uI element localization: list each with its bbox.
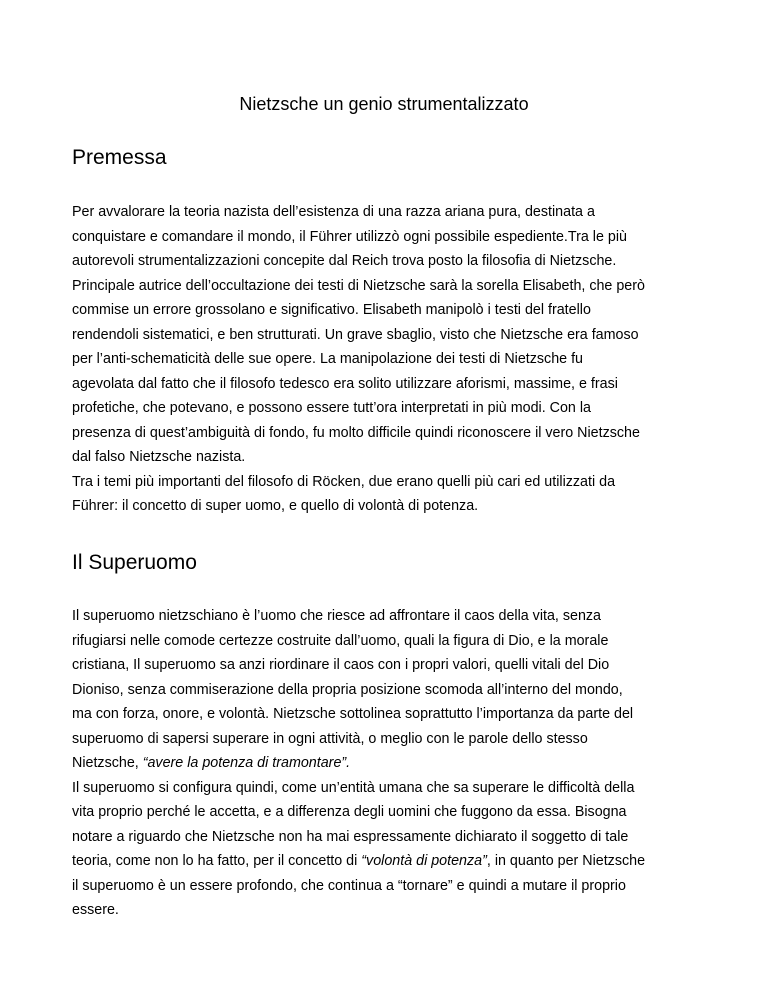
section-body-premessa [72, 200, 702, 519]
text-line [72, 849, 702, 874]
text-line: ma con forza, onore, e volontà. Nietzsche sottolinea soprattutto l’importanza da parte del [72, 706, 634, 722]
text-line: Tra i temi più importanti del filosofo di Röcken, due erano quelli più cari ed utilizzati da [72, 473, 616, 490]
text-line: Per avvalorare la teoria nazista dell’esistenza di una razza ariana pura, destinata a [72, 204, 595, 220]
section-heading-premessa: Premessa [72, 146, 167, 169]
text-line: rifugiarsi nelle comode certezze costruite dall’uomo, quali la figura di Dio, e la morale [72, 632, 609, 649]
text-line: vita proprio perché le accetta, e a differenza degli uomini che fuggono da essa. Bisogna [72, 804, 627, 820]
paragraph [72, 776, 702, 923]
text-line: il superuomo è un essere profondo, che continua a “tornare” e quindi a mutare il proprio [72, 877, 626, 894]
italic-quote: “avere la potenza di tramontare”. [142, 755, 351, 771]
section-body-superuomo [72, 604, 702, 923]
text-fragment: Nietzsche, [72, 755, 143, 771]
text-line: Principale autrice dell’occultazione dei testi di Nietzsche sarà la sorella Elisabeth, che però [72, 277, 645, 294]
paragraph [72, 470, 702, 519]
text-line: notare a riguardo che Nietzsche non ha mai espressamente dichiarato il soggetto di tale [72, 828, 629, 845]
text-line: rendendoli sistematici, e ben strutturati. Un grave sbaglio, visto che Nietzsche era famoso [72, 326, 639, 343]
text-line: dal falso Nietzsche nazista. [72, 449, 246, 465]
text-fragment: , in quanto per Nietzsche [486, 853, 646, 869]
text-line: autorevoli strumentalizzazioni concepite dal Reich trova posto la filosofia di Nietzsche. [72, 253, 617, 269]
section-heading-superuomo: Il Superuomo [72, 551, 197, 574]
text-line: agevolata dal fatto che il filosofo tedesco era solito utilizzare aforismi, massime, e frasi [72, 375, 618, 392]
text-line: essere. [72, 902, 119, 918]
text-line: superuomo di sapersi superare in ogni attività, o meglio con le parole dello stesso [72, 730, 588, 747]
text-line: per l’anti-schematicità delle sue opere. La manipolazione dei testi di Nietzsche fu [72, 351, 583, 367]
italic-quote: “volontà di potenza” [361, 853, 487, 869]
text-line: presenza di quest’ambiguità di fondo, fu molto difficile quindi riconoscere il vero Nietzsche [72, 424, 640, 441]
text-line: cristiana, Il superuomo sa anzi riordinare il caos con i propri valori, quelli vitali del Dio [72, 657, 610, 673]
text-line [72, 751, 702, 776]
text-line: Il superuomo nietzschiano è l’uomo che riesce ad affrontare il caos della vita, senza [72, 608, 602, 624]
text-line: conquistare e comandare il mondo, il Führer utilizzò ogni possibile espediente.Tra le più [72, 228, 627, 245]
paragraph [72, 200, 702, 470]
text-line: commise un errore grossolano e significativo. Elisabeth manipolò i testi del fratello [72, 302, 591, 318]
text-fragment: teoria, come non lo ha fatto, per il concetto di [72, 853, 362, 869]
text-line: Il superuomo si configura quindi, come un’entità umana che sa superare le difficoltà della [72, 779, 635, 796]
paragraph [72, 604, 702, 776]
document-title: Nietzsche un genio strumentalizzato [239, 94, 529, 114]
text-line: Dioniso, senza commiserazione della propria posizione scomoda all’interno del mondo, [72, 681, 623, 698]
text-line: profetiche, che potevano, e possono essere tutt’ora interpretati in più modi. Con la [72, 400, 591, 416]
text-line: Führer: il concetto di super uomo, e quello di volontà di potenza. [72, 498, 479, 514]
